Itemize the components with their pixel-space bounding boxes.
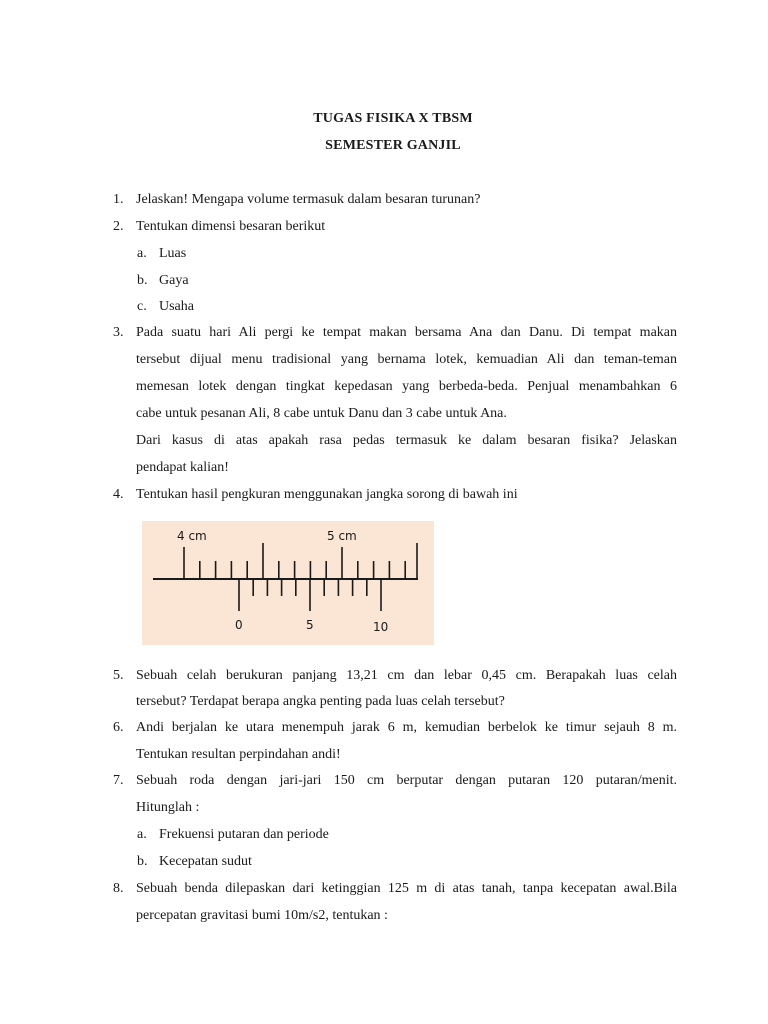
question-number: 6. [113,720,124,735]
question-text: Tentukan hasil pengkuran menggunakan jangka sorong di bawah ini [136,487,518,502]
question-text-line: Sebuah roda dengan jari-jari 150 cm berputar dengan putaran 120 putaran/menit. [136,773,677,788]
question-text: Tentukan dimensi besaran berikut [136,219,326,234]
question-text-line: Hitunglah : [136,800,200,815]
question-text-line: cabe untuk pesanan Ali, 8 cabe untuk Danu dan 3 cabe untuk Ana. [136,406,507,421]
sub-item-letter: b. [137,854,148,869]
question-text-line: memesan lotek dengan tingkat kepedasan yang berbeda-beda. Penjual menambahkan 6 [136,379,677,394]
question-text-line: Dari kasus di atas apakah rasa pedas termasuk ke dalam besaran fisika? Jelaskan [136,433,677,448]
question-text-line: pendapat kalian! [136,460,229,475]
main-scale-ticks [184,543,417,579]
question-text-line: Tentukan resultan perpindahan andi! [136,747,341,762]
question-number: 4. [113,487,124,502]
question-text-line: Sebuah benda dilepaskan dari ketinggian 125 m di atas tanah, tanpa kecepatan awal.Bila [136,881,677,896]
question-text-line: Sebuah celah berukuran panjang 13,21 cm dan lebar 0,45 cm. Berapakah luas celah [136,668,677,683]
question-number: 1. [113,192,124,207]
question-number: 7. [113,773,124,788]
question-number: 2. [113,219,124,234]
sub-item-text: Gaya [159,273,189,288]
sub-item-text: Kecepatan sudut [159,854,252,869]
document-subtitle: SEMESTER GANJIL [325,138,461,153]
vernier-scale-ticks [239,579,381,611]
sub-item-text: Frekuensi putaran dan periode [159,827,329,842]
question-text-line: percepatan gravitasi bumi 10m/s2, tentukan : [136,908,388,923]
vernier-label: 5 [306,618,314,632]
sub-item-text: Usaha [159,299,194,314]
sub-item-text: Luas [159,246,187,261]
sub-item-letter: b. [137,273,148,288]
vernier-label: 0 [235,618,243,632]
sub-item-letter: a. [137,246,147,261]
question-number: 5. [113,668,124,683]
question-text-line: Andi berjalan ke utara menempuh jarak 6 m, kemudian berbelok ke timur sejauh 8 m. [136,720,677,735]
question-text-line: tersebut? Terdapat berapa angka penting pada luas celah tersebut? [136,694,505,709]
main-scale-label: 4 cm [177,529,207,543]
sub-item-letter: a. [137,827,147,842]
vernier-label: 10 [373,620,389,634]
document-title: TUGAS FISIKA X TBSM [313,111,473,126]
question-number: 8. [113,881,124,896]
question-number: 3. [113,325,124,340]
sub-item-letter: c. [137,299,147,314]
vernier-caliper-diagram [142,521,434,645]
vernier-caliper-figure [142,521,434,645]
question-text-line: tersebut dijual menu tradisional yang bernama lotek, kemuadian Ali dan teman-teman [136,352,677,367]
question-text-line: Pada suatu hari Ali pergi ke tempat makan bersama Ana dan Danu. Di tempat makan [136,325,677,340]
question-text: Jelaskan! Mengapa volume termasuk dalam besaran turunan? [136,192,481,207]
main-scale-label: 5 cm [327,529,357,543]
